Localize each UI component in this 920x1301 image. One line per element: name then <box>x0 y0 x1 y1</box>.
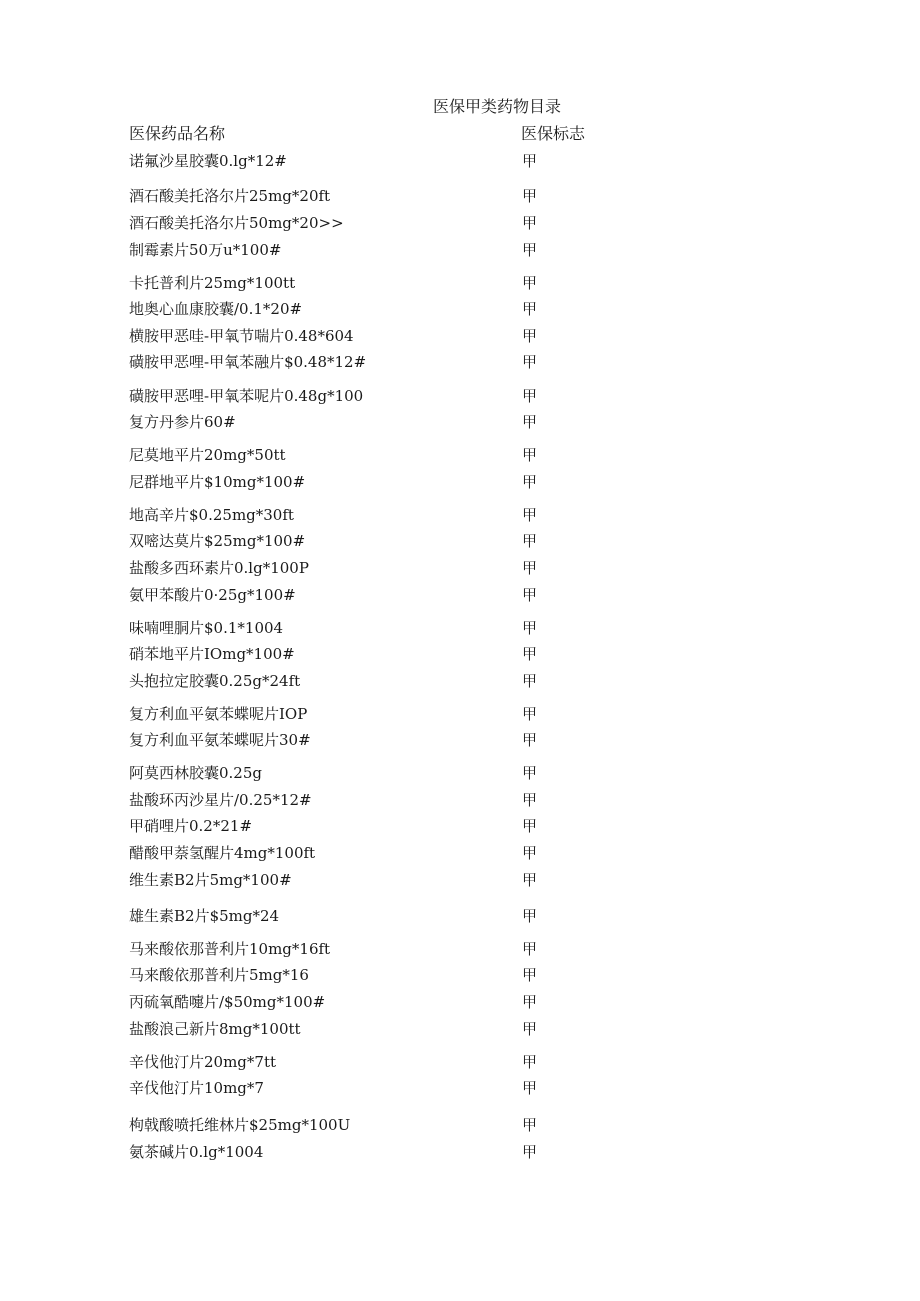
insurance-flag: 甲 <box>522 532 538 550</box>
header-insurance-flag: 医保标志 <box>521 124 586 143</box>
insurance-flag: 甲 <box>522 559 538 577</box>
table-row <box>0 815 920 837</box>
insurance-flag: 甲 <box>522 214 538 232</box>
insurance-flag: 甲 <box>522 300 538 318</box>
insurance-flag: 甲 <box>522 844 538 862</box>
table-row <box>0 325 920 347</box>
drug-name: 复方丹参片60# <box>129 413 236 431</box>
table-row <box>0 729 920 751</box>
insurance-flag: 甲 <box>522 619 538 637</box>
drug-name: 辛伐他汀片10mg*7 <box>129 1079 264 1097</box>
drug-name: 盐酸多西环素片0.lg*100P <box>129 559 309 577</box>
drug-name: 制霉素片50万u*100# <box>129 241 282 259</box>
insurance-flag: 甲 <box>522 241 538 259</box>
drug-name: 横胺甲恶哇-甲氧节喘片0.48*604 <box>129 327 354 345</box>
drug-name: 丙硫氧酷嚏片/$50mg*100# <box>129 993 326 1011</box>
table-row <box>0 1051 920 1073</box>
insurance-flag: 甲 <box>522 940 538 958</box>
table-row <box>0 938 920 960</box>
insurance-flag: 甲 <box>522 764 538 782</box>
table-row <box>0 557 920 579</box>
table-row <box>0 703 920 725</box>
drug-name: 氨甲苯酸片0·25g*100# <box>129 586 296 604</box>
insurance-flag: 甲 <box>522 1116 538 1134</box>
insurance-flag: 甲 <box>522 1020 538 1038</box>
insurance-flag: 甲 <box>522 672 538 690</box>
table-row <box>0 789 920 811</box>
table-row <box>0 150 920 172</box>
drug-name: 磺胺甲恶哩-甲氧苯呢片0.48g*100 <box>129 387 364 405</box>
insurance-flag: 甲 <box>522 966 538 984</box>
insurance-flag: 甲 <box>522 817 538 835</box>
drug-name: 阿莫西林胶囊0.25g <box>129 764 263 782</box>
drug-name: 雄生素B2片$5mg*24 <box>129 907 280 925</box>
drug-name: 尼群地平片$10mg*100# <box>129 473 306 491</box>
drug-name: 头抱拉定胶囊0.25g*24ft <box>129 672 301 690</box>
table-row <box>0 1077 920 1099</box>
table-row <box>0 869 920 891</box>
drug-name: 双嘧达莫片$25mg*100# <box>129 532 306 550</box>
drug-name: 尼莫地平片20mg*50tt <box>129 446 286 464</box>
drug-name: 味喃哩胴片$0.1*1004 <box>129 619 284 637</box>
table-row <box>0 991 920 1013</box>
table-row <box>0 762 920 784</box>
drug-name: 复方利血平氨苯蝶呢片30# <box>129 731 311 749</box>
header-drug-name: 医保药品名称 <box>129 124 226 143</box>
drug-name: 复方利血平氨苯蝶呢片IOP <box>129 705 308 723</box>
insurance-flag: 甲 <box>522 353 538 371</box>
drug-name: 氨茶碱片0.lg*1004 <box>129 1143 264 1161</box>
insurance-flag: 甲 <box>522 446 538 464</box>
drug-name: 地高辛片$0.25mg*30ft <box>129 506 294 524</box>
insurance-flag: 甲 <box>522 993 538 1011</box>
insurance-flag: 甲 <box>522 274 538 292</box>
table-row <box>0 617 920 639</box>
table-row <box>0 643 920 665</box>
drug-name: 地奥心血康胶囊/0.1*20# <box>129 300 303 318</box>
drug-name: 维生素B2片5mg*100# <box>129 871 292 889</box>
drug-name: 盐酸浪己新片8mg*100tt <box>129 1020 301 1038</box>
drug-name: 硝苯地平片IOmg*100# <box>129 645 295 663</box>
drug-name: 酒石酸美托洛尔片25mg*20ft <box>129 187 331 205</box>
table-row <box>0 1114 920 1136</box>
table-row <box>0 411 920 433</box>
insurance-flag: 甲 <box>522 586 538 604</box>
insurance-flag: 甲 <box>522 1079 538 1097</box>
document-title: 医保甲类药物目录 <box>433 97 562 116</box>
insurance-flag: 甲 <box>522 1143 538 1161</box>
insurance-flag: 甲 <box>522 907 538 925</box>
table-row <box>0 905 920 927</box>
table-row <box>0 1018 920 1040</box>
drug-name: 马来酸依那普利片10mg*16ft <box>129 940 331 958</box>
table-row <box>0 1141 920 1163</box>
table-row <box>0 584 920 606</box>
table-row <box>0 239 920 261</box>
insurance-flag: 甲 <box>522 645 538 663</box>
insurance-flag: 甲 <box>522 731 538 749</box>
table-row <box>0 842 920 864</box>
table-row <box>0 385 920 407</box>
drug-name: 诺氟沙星胶囊0.lg*12# <box>129 152 287 170</box>
drug-name: 甲硝哩片0.2*21# <box>129 817 253 835</box>
table-row <box>0 298 920 320</box>
insurance-flag: 甲 <box>522 387 538 405</box>
drug-name: 盐酸环丙沙星片/0.25*12# <box>129 791 312 809</box>
insurance-flag: 甲 <box>522 413 538 431</box>
insurance-flag: 甲 <box>522 1053 538 1071</box>
drug-name: 马来酸依那普利片5mg*16 <box>129 966 309 984</box>
drug-name: 枸戟酸喷托维林片$25mg*100U <box>129 1116 351 1134</box>
insurance-flag: 甲 <box>522 791 538 809</box>
insurance-flag: 甲 <box>522 473 538 491</box>
insurance-flag: 甲 <box>522 327 538 345</box>
table-row <box>0 212 920 234</box>
table-row <box>0 504 920 526</box>
table-row <box>0 272 920 294</box>
insurance-flag: 甲 <box>522 705 538 723</box>
table-row <box>0 670 920 692</box>
table-row <box>0 471 920 493</box>
drug-name: 卡托普利片25mg*100tt <box>129 274 296 292</box>
insurance-flag: 甲 <box>522 871 538 889</box>
drug-name: 辛伐他汀片20mg*7tt <box>129 1053 277 1071</box>
insurance-flag: 甲 <box>522 152 538 170</box>
table-row <box>0 351 920 373</box>
table-row <box>0 964 920 986</box>
drug-name: 酒石酸美托洛尔片50mg*20>> <box>129 214 344 232</box>
table-row <box>0 185 920 207</box>
table-row <box>0 444 920 466</box>
drug-name: 磺胺甲恶哩-甲氧苯融片$0.48*12# <box>129 353 367 371</box>
insurance-flag: 甲 <box>522 506 538 524</box>
insurance-flag: 甲 <box>522 187 538 205</box>
table-row <box>0 530 920 552</box>
drug-name: 醋酸甲萘氢醒片4mg*100ft <box>129 844 316 862</box>
